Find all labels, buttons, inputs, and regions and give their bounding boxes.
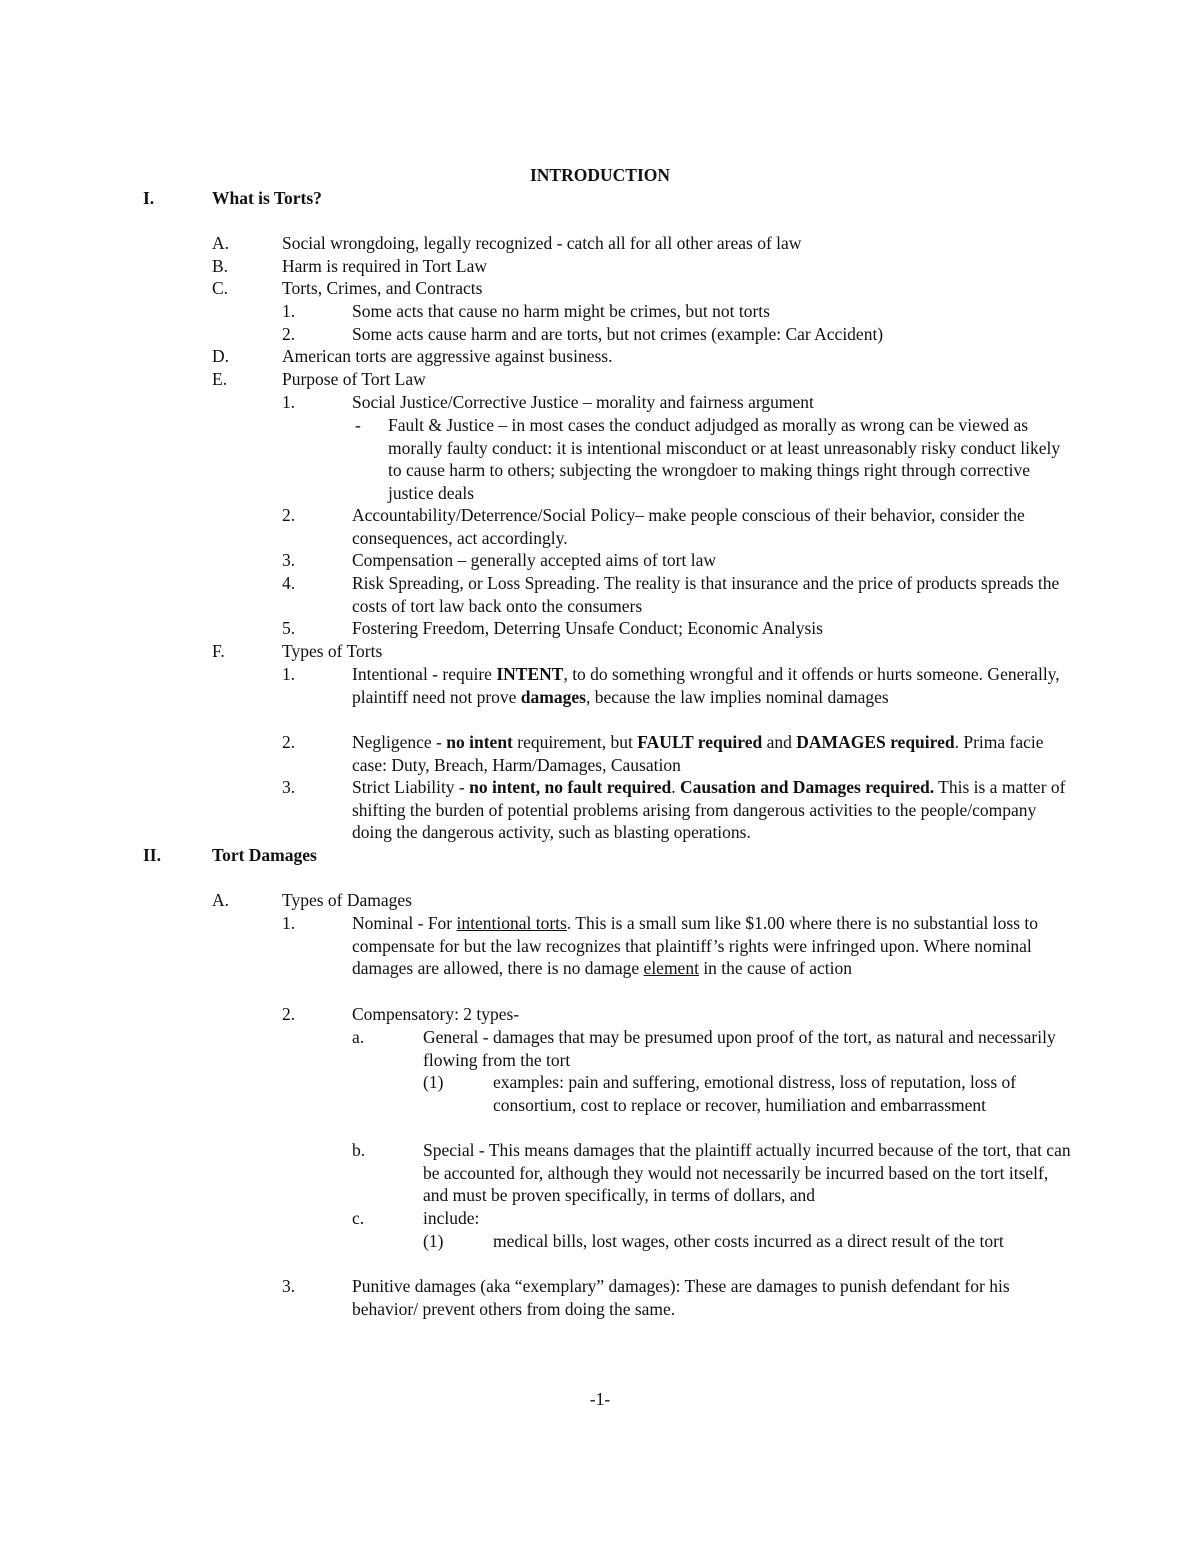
bold-run: no intent xyxy=(446,732,513,752)
item-label: 3. xyxy=(282,550,296,570)
item-text: Fault & Justice – in most cases the conduct adjudged as morally as wrong can be viewed as morally faulty conduct: it is intentional misconduct or at least unreasonably risky conduct likely to cause harm to others; subjecting the wrongdoer to making things right through corrective justice deals xyxy=(388,415,1061,503)
item-text: Torts, Crimes, and Contracts xyxy=(282,278,483,298)
text-run: . xyxy=(671,777,680,797)
item-label: D. xyxy=(212,346,230,366)
bold-run: Causation and Damages required. xyxy=(679,777,935,797)
item-text: Compensation – generally accepted aims of tort law xyxy=(352,550,716,570)
item-text: Compensatory: 2 types- xyxy=(352,1004,520,1024)
item-text xyxy=(352,731,1072,776)
section-title: Tort Damages xyxy=(212,845,317,865)
item-label: C. xyxy=(212,278,229,298)
item-label: A. xyxy=(212,890,230,910)
item-label: A. xyxy=(212,233,230,253)
item-label: 3. xyxy=(282,1276,296,1296)
item-text: Risk Spreading, or Loss Spreading. The reality is that insurance and the price of products spreads the costs of tort law back onto the consumers xyxy=(352,573,1060,616)
item-text: Harm is required in Tort Law xyxy=(282,256,487,276)
item-label: a. xyxy=(352,1027,365,1047)
item-text: Punitive damages (aka “exemplary” damages): These are damages to punish defendant for his behavior/ prevent others from doing the same. xyxy=(352,1276,1010,1319)
item-text xyxy=(352,663,1072,708)
bold-run: INTENT xyxy=(496,664,564,684)
item-label: 1. xyxy=(282,301,296,321)
text-run: requirement, but xyxy=(512,732,638,752)
section-number: II. xyxy=(143,845,161,865)
item-text: Social Justice/Corrective Justice – morality and fairness argument xyxy=(352,392,814,412)
item-text: Types of Damages xyxy=(282,890,412,910)
item-text: Accountability/Deterrence/Social Policy– make people conscious of their behavior, consider the consequences, act accordingly. xyxy=(352,505,1025,548)
item-label: 1. xyxy=(282,664,296,684)
bold-run: no intent, no fault required xyxy=(469,777,672,797)
item-label: B. xyxy=(212,256,229,276)
section-title: What is Torts? xyxy=(212,188,322,208)
item-text: examples: pain and suffering, emotional distress, loss of reputation, loss of consortium, cost to replace or recover, humiliation and embarrassment xyxy=(493,1072,1017,1115)
text-run: , to do something wrongful and it offends or hurts someone. Generally, plaintiff need not prove xyxy=(352,664,1060,707)
item-label: 2. xyxy=(282,732,296,752)
text-run: and xyxy=(762,732,797,752)
text-run: Negligence - xyxy=(352,732,447,752)
bold-run: damages xyxy=(520,686,586,707)
item-text: Types of Torts xyxy=(282,641,383,661)
item-label: 1. xyxy=(282,913,296,933)
item-text: Purpose of Tort Law xyxy=(282,369,426,389)
item-label: (1) xyxy=(423,1072,444,1092)
item-text: medical bills, lost wages, other costs incurred as a direct result of the tort xyxy=(493,1231,1004,1251)
item-text: General - damages that may be presumed upon proof of the tort, as natural and necessarily flowing from the tort xyxy=(423,1027,1056,1070)
page-number: -1- xyxy=(589,1389,611,1409)
text-run: Intentional - require xyxy=(352,664,497,684)
item-text: Some acts cause harm and are torts, but not crimes (example: Car Accident) xyxy=(352,324,884,344)
section-number: I. xyxy=(143,188,155,208)
item-label: 5. xyxy=(282,618,296,638)
bold-run: DAMAGES required xyxy=(796,732,955,752)
text-run: , because the law implies nominal damages xyxy=(585,686,889,707)
item-text xyxy=(352,776,1072,844)
item-label: c. xyxy=(352,1208,365,1228)
item-text: Special - This means damages that the plaintiff actually incurred because of the tort, that can be accounted for, although they would not necessarily be incurred based on the tort itself, and must be proven specifically, in terms of dollars, and xyxy=(423,1140,1071,1206)
item-label: (1) xyxy=(423,1231,444,1251)
text-run: Nominal - For xyxy=(352,913,457,933)
dash-bullet: - xyxy=(355,415,361,435)
item-label: 2. xyxy=(282,324,296,344)
item-text xyxy=(352,912,1072,980)
item-text: Fostering Freedom, Deterring Unsafe Conduct; Economic Analysis xyxy=(352,618,823,638)
text-run: . Prima facie case: Duty, Breach, Harm/Damages, Causation xyxy=(352,732,1044,775)
bold-run: FAULT required xyxy=(637,732,763,752)
underlined-run: element xyxy=(643,958,699,979)
text-run: . This is a small sum like $1.00 where there is no substantial loss to compensate for but the law recognizes that plaintiff’s rights were infringed upon. Where nominal damages are allowed, there is no damage xyxy=(352,913,1039,979)
text-run: in the cause of action xyxy=(698,958,853,979)
item-text: Social wrongdoing, legally recognized - catch all for all other areas of law xyxy=(282,233,802,253)
underlined-run: intentional torts xyxy=(456,913,567,933)
item-label: 2. xyxy=(282,1004,296,1024)
item-label: 4. xyxy=(282,573,296,593)
item-text: American torts are aggressive against business. xyxy=(282,346,613,366)
item-text: Some acts that cause no harm might be crimes, but not torts xyxy=(352,301,770,321)
item-label: b. xyxy=(352,1140,366,1160)
item-text: include: xyxy=(423,1208,480,1228)
document-title: INTRODUCTION xyxy=(529,165,671,185)
text-run: This is a matter of shifting the burden of potential problems arising from dangerous activities to the people/company doing the dangerous activity, such as blasting operations. xyxy=(352,777,1066,843)
item-label: 3. xyxy=(282,777,296,797)
item-label: 2. xyxy=(282,505,296,525)
item-label: 1. xyxy=(282,392,296,412)
item-label: E. xyxy=(212,369,228,389)
text-run: Strict Liability - xyxy=(352,777,470,797)
item-label: F. xyxy=(212,641,225,661)
